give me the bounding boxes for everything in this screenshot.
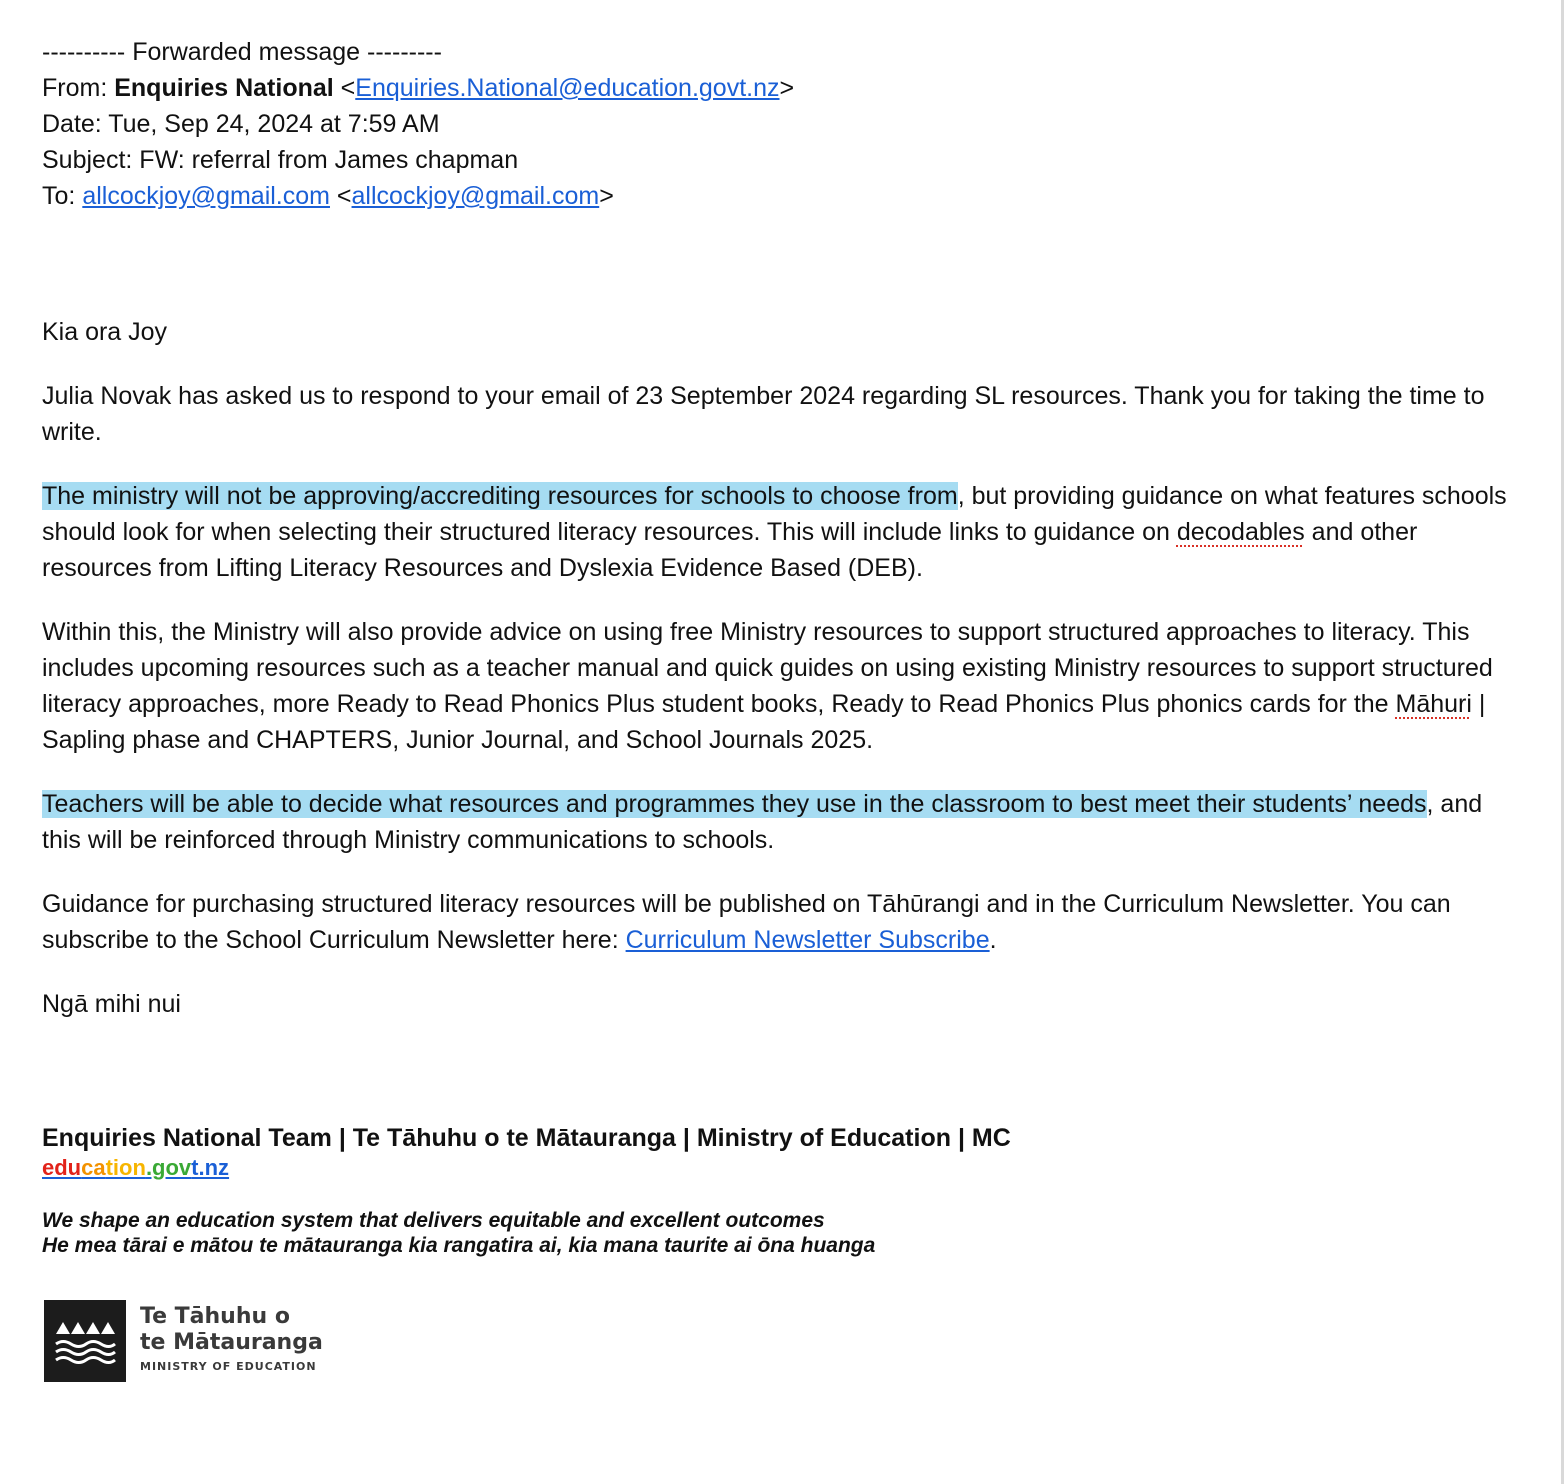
paragraph-resources: [42, 614, 1522, 758]
recipient-email-link[interactable]: allcockjoy@gmail.com: [82, 182, 330, 210]
sender-name: Enquiries National: [114, 74, 334, 102]
logo-wordmark: Te Tāhuhu o te Mātauranga MINISTRY OF EDUCATION: [140, 1304, 323, 1373]
spellcheck-flagged-word: Māhuri: [1395, 690, 1472, 718]
education-website-link[interactable]: education.govt.nz: [42, 1155, 230, 1180]
paragraph-guidance: [42, 886, 1522, 958]
paragraph-text: and other resources from Lifting Literacy Resources and Dyslexia Evidence Based (DEB).: [42, 518, 1418, 582]
email-signature: [42, 1122, 1342, 1258]
highlighted-text: The ministry will not be approving/accrediting resources for schools to choose from: [42, 482, 958, 510]
paragraph-intro: Julia Novak has asked us to respond to your email of 23 September 2024 regarding SL resources. Thank you for taking the time to write.: [42, 382, 1485, 446]
paragraph-text: , but providing guidance on what features schools should look for when selecting their structured literacy resources. This will include links to guidance on: [42, 482, 1507, 546]
subject-value: FW: referral from James chapman: [139, 146, 519, 174]
from-line: From: Enquiries National <Enquiries.National@education.govt.nz>: [42, 74, 795, 102]
closing: Ngā mihi nui: [42, 990, 181, 1018]
greeting: Kia ora Joy: [42, 318, 168, 346]
tagline-maori: He mea tārai e mātou te mātauranga kia rangatira ai, kia mana taurite ai ōna huanga: [42, 1234, 876, 1257]
from-label: From:: [42, 74, 108, 102]
message-body: [42, 314, 1522, 1022]
ministry-logo: [44, 1300, 344, 1382]
subject-label: Subject:: [42, 146, 133, 174]
recipient-email-bracketed-link[interactable]: allcockjoy@gmail.com: [351, 182, 600, 210]
paragraph-text: | Sapling phase and CHAPTERS, Junior Journal, and School Journals 2025.: [42, 690, 1486, 754]
tagline-english: We shape an education system that delivers equitable and excellent outcomes: [42, 1209, 825, 1232]
paragraph-text: , and this will be reinforced through Ministry communications to schools.: [42, 790, 1483, 854]
email-message: [42, 34, 1522, 1050]
to-line: To: allcockjoy@gmail.com <allcockjoy@gmail.com>: [42, 182, 614, 210]
highlighted-text: Teachers will be able to decide what resources and programmes they use in the classroom to best meet their students’ needs: [42, 790, 1427, 818]
paragraph-teachers: [42, 786, 1522, 858]
date-line: [42, 106, 1522, 142]
paragraph-text: Within this, the Ministry will also provide advice on using free Ministry resources to support structured approaches to literacy. This includes upcoming resources such as a teacher manual and quick guides on using existing Ministry resources to support structured literacy approaches, more Ready to Read Phonics Plus student books, Ready to Read Phonics Plus phonics cards for the: [42, 618, 1493, 718]
signature-tagline: [42, 1208, 1342, 1258]
spellcheck-flagged-word: decodables: [1176, 518, 1305, 546]
newsletter-subscribe-link[interactable]: Curriculum Newsletter Subscribe: [625, 926, 990, 954]
forwarded-marker: ---------- Forwarded message ---------: [42, 38, 442, 66]
paragraph-approval: [42, 478, 1522, 586]
subject-line: [42, 142, 1522, 178]
sender-email-link[interactable]: Enquiries.National@education.govt.nz: [355, 74, 780, 102]
paragraph-text: Guidance for purchasing structured literacy resources will be published on Tāhūrangi and in the Curriculum Newsletter. You can subscribe to the School Curriculum Newsletter here:: [42, 890, 1451, 954]
paragraph-text: .: [989, 926, 997, 954]
signature-team-name: Enquiries National Team | Te Tāhuhu o te Mātauranga | Ministry of Education | MC: [42, 1124, 1011, 1152]
date-value: Tue, Sep 24, 2024 at 7:59 AM: [108, 110, 440, 138]
ministry-emblem-icon: [44, 1300, 126, 1382]
to-label: To:: [42, 182, 76, 210]
date-label: Date:: [42, 110, 102, 138]
